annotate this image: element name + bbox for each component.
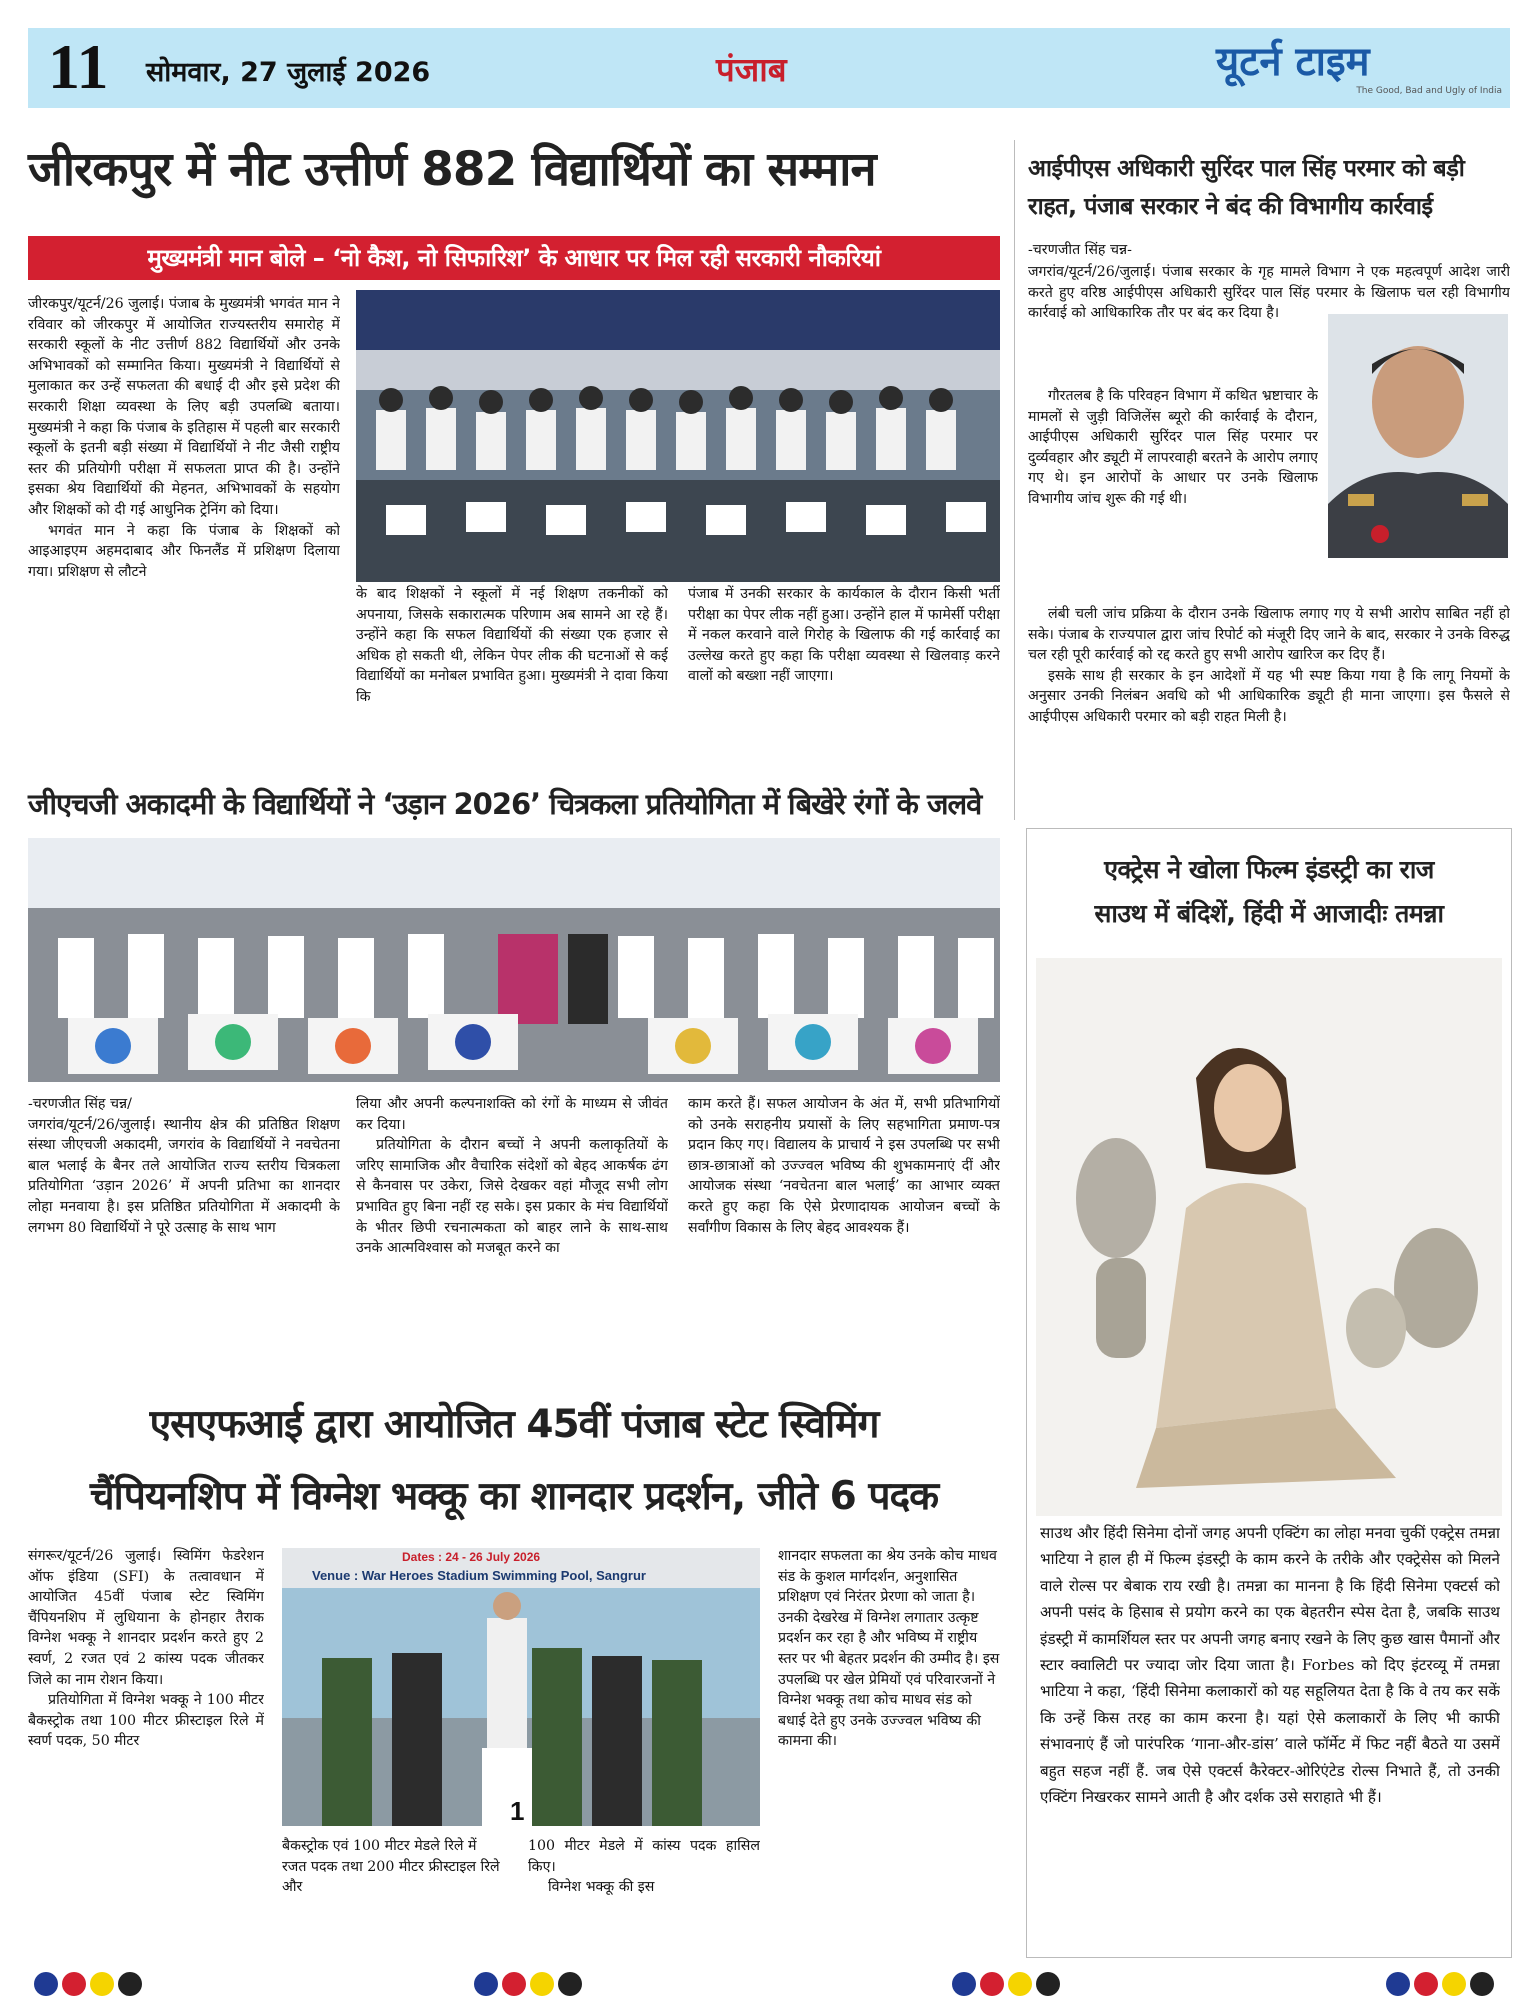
color-registration-dots-4 <box>1386 1972 1494 1996</box>
story3-column-3: काम करते हैं। सफल आयोजन के अंत में, सभी प्रतिभागियों को उनके सराहनीय प्रयासों के लिए सहभागिता प्रमाण-पत्र प्रदान किए गए। विद्यालय के प्राचार्य ने इस उपलब्धि पर सभी छात्र-छात्राओं को उज्ज्वल भविष्य की शुभकामनाएं दीं और आयोजक संस्था ‘नवचेतना बाल भलाई’ का आभार व्यक्त करते हुए कहा कि ऐसे प्रेरणादायक आयोजन बच्चों के सर्वांगीण विकास के लिए बेहद आवश्यक हैं। <box>688 1096 1000 1236</box>
swimming-podium-photo <box>282 1548 760 1826</box>
story3-byline: -चरणजीत सिंह चन्न/ <box>28 1096 132 1112</box>
logo-tagline: The Good, Bad and Ugly of India <box>1356 86 1502 96</box>
story4-body: साउथ और हिंदी सिनेमा दोनों जगह अपनी एक्टिंग का लोहा मनवा चुकीं एक्ट्रेस तमन्ना भाटिया ने हाल ही में फिल्म इंडस्ट्री के काम करने के तरीके और एक्ट्रेसेस को मिलने वाले रोल्स पर बेबाक राय रखी है। तमन्ना का मानना है कि हिंदी सिनेमा एक्टर्स को अपनी पसंद के हिसाब से प्रयोग करने का एक बेहतरीन स्पेस देता है, जबकि साउथ इंडस्ट्री में कामर्शियल स्तर पर अपनी जगह बनाए रखने के लिए कुछ खास पैमानों और स्टार क्वालिटी पर ज्यादा जोर दिया जाता है। Forbes को दिए इंटरव्यू में तमन्ना भाटिया ने कहा, ‘हिंदी सिनेमा कलाकारों को यह सहूलियत देता है कि वे तय कर सकें कि उन्हें किस तरह का काम करना है। यहां ऐसे कलाकारों के लिए भी काफी संभावनाएं हैं जो पारंपरिक ‘गाना-और-डांस’ वाले फॉर्मेट में फिट नहीं बैठते या उसमें बहुत सहज नहीं हैं. जब ऐसे एक्टर्स कैरेक्टर-ओरिएंटेड रोल्स निभाते हैं, तो उनकी एक्टिंग निखरकर सामने आती है और दर्शक उसे सराहाते भी हैं। <box>1040 1524 1500 1807</box>
story3-column-1 <box>28 1094 340 1364</box>
story2-body-wrap <box>1028 386 1318 564</box>
story3-headline: जीएचजी अकादमी के विद्यार्थियों ने ‘उड़ान 2026’ चित्रकला प्रतियोगिता में बिखेरे रंगों के जलवे <box>28 787 982 821</box>
story2-headline-line-1: आईपीएस अधिकारी सुरिंदर पाल सिंह परमार को बड़ी <box>1028 154 1465 182</box>
column-divider <box>1014 140 1015 820</box>
story5-col3-para-1: 100 मीटर मेडले में कांस्य पदक हासिल किए। <box>528 1838 760 1875</box>
section-name: पंजाब <box>716 50 787 89</box>
issue-date: सोमवार, 27 जुलाई 2026 <box>146 57 431 88</box>
story1-column-2: के बाद शिक्षकों ने स्कूलों में नई शिक्षण तकनीकों को अपनाया, जिसके सकारात्मक परिणाम अब सामने आ रहे हैं। उन्होंने कहा कि सफल विद्यार्थियों की संख्या एक हजार से अधिक हो सकती थी, लेकिन पेपर लीक की घटनाओं से कई विद्यार्थियों का मनोबल प्रभावित हुआ। मुख्यमंत्री ने दावा किया कि <box>356 586 668 705</box>
story1-subhead: मुख्यमंत्री मान बोले – ‘नो कैश, नो सिफारिश’ के आधार पर मिल रही सरकारी नौकरियां <box>147 244 881 272</box>
story3-column-2 <box>356 1094 668 1364</box>
color-registration-dots-1 <box>34 1972 142 1996</box>
story2-body-lower <box>1028 604 1510 804</box>
story5-column-2: बैकस्ट्रोक एवं 100 मीटर मेडले रिले में रजत पदक तथा 200 मीटर फ्रीस्टाइल रिले और <box>282 1838 500 1896</box>
story5-column-1 <box>28 1546 264 1966</box>
story5-column-4: शानदार सफलता का श्रेय उनके कोच माधव संड के कुशल मार्गदर्शन, अनुशासित प्रशिक्षण एवं निरंतर प्रेरणा को जाता है। उनकी देखरेख में विग्नेश लगातार उत्कृष्ट प्रदर्शन कर रहा है और भविष्य में राष्ट्रीय स्तर पर भी बेहतर प्रदर्शन की उम्मीद है। इस उपलब्धि पर खेल प्रेमियों एवं परिवारजनों ने विग्नेश भक्कू तथा कोच माधव संड को बधाई देते हुए उनके उज्ज्वल भविष्य की कामना की। <box>778 1548 1000 1750</box>
story5-headline-line-1: एसएफआई द्वारा आयोजित 45वीं पंजाब स्टेट स्विमिंग <box>149 1402 879 1447</box>
story3-col2-para-1: लिया और अपनी कल्पनाशक्ति को रंगों के माध्यम से जीवंत कर दिया। <box>356 1096 668 1133</box>
neet-ceremony-photo <box>356 290 1000 582</box>
story5-column-3 <box>528 1836 760 1956</box>
color-registration-dots-2 <box>474 1972 582 1996</box>
story2-para-1: जगरांव/यूटर्न/26/जुलाई। पंजाब सरकार के गृह मामले विभाग ने एक महत्वपूर्ण आदेश जारी करते हुए वरिष्ठ आईपीएस अधिकारी सुरिंदर पाल सिंह परमार के खिलाफ चल रही विभागीय कार्रवाई को आधिकारिक तौर पर बंद कर दिया है। <box>1028 264 1510 322</box>
photo-banner-dates: Dates : 24 - 26 July 2026 <box>402 1550 541 1564</box>
story2-headline-line-2: राहत, पंजाब सरकार ने बंद की विभागीय कार्रवाई <box>1028 192 1433 220</box>
actress-photo <box>1036 958 1502 1516</box>
story2-para-2: गौरतलब है कि परिवहन विभाग में कथित भ्रष्टाचार के मामलों से जुड़ी विजिलेंस ब्यूरो की कार्रवाई के दौरान, आईपीएस अधिकारी सुरिंदर पाल सिंह परमार पर दुर्व्यवहार और ड्यूटी में लापरवाही बरतने के आरोप लगाए गए थे। इन आरोपों के आधार पर उनके खिलाफ विभागीय जांच शुरू की गई थी। <box>1028 388 1318 507</box>
newspaper-logo <box>1216 38 1502 100</box>
story3-col1-para: जगरांव/यूटर्न/26/जुलाई। स्थानीय क्षेत्र की प्रतिष्ठित शिक्षण संस्था जीएचजी अकादमी, जगरांव के विद्यार्थियों ने नवचेतना बाल भलाई के बैनर तले आयोजित राज्य स्तरीय चित्रकला प्रतियोगिता ‘उड़ान 2026’ में अपनी प्रतिभा का शानदार लोहा मनवाया है। इस प्रतिष्ठित प्रतियोगिता में अकादमी के लगभग 80 विद्यार्थियों ने पूरे उत्साह के साथ भाग <box>28 1116 340 1236</box>
story4-headline-line-2: साउथ में बंदिशें, हिंदी में आजादीः तमन्ना <box>1094 899 1444 928</box>
painting-competition-photo <box>28 838 1000 1082</box>
story2-byline: -चरणजीत सिंह चन्न- <box>1028 242 1132 258</box>
story5-col3-para-2: विग्नेश भक्कू की इस <box>548 1879 655 1896</box>
story2-para-4: इसके साथ ही सरकार के इन आदेशों में यह भी स्पष्ट किया गया है कि लागू नियमों के अनुसार उनकी निलंबन अवधि को भी आधिकारिक ड्यूटी ही माना जाएगा। इस फैसले से आईपीएस अधिकारी परमार को बड़ी राहत मिली है। <box>1028 667 1510 725</box>
story5-col1-para-2: प्रतियोगिता में विग्नेश भक्कू ने 100 मीटर बैकस्ट्रोक तथा 100 मीटर फ्रीस्टाइल रिले में स्वर्ण पदक, 50 मीटर <box>28 1692 264 1750</box>
story1-col1-para-2: भगवंत मान ने कहा कि पंजाब के शिक्षकों को आइआइएम अहमदाबाद और फिनलैंड में प्रशिक्षण दिलाया गया। प्रशिक्षण से लौटने <box>28 522 340 580</box>
photo-banner-venue: Venue : War Heroes Stadium Swimming Pool, Sangrur <box>312 1568 646 1583</box>
story3-col2-para-2: प्रतियोगिता के दौरान बच्चों ने अपनी कलाकृतियों के जरिए सामाजिक और वैचारिक संदेशों को बेहद आकर्षक ढंग से कैनवास पर उकेरा, जिसे देखकर वहां मौजूद सभी लोग प्रभावित हुए बिना नहीं रह सके। इस प्रकार के मंच विद्यार्थियों के भीतर छिपी रचनात्मकता को बाहर लाने के साथ-साथ उनके आत्मविश्वास को मजबूत करने का <box>356 1137 668 1257</box>
story5-headline-line-2: चैंपियनशिप में विग्नेश भक्कू का शानदार प्रदर्शन, जीते 6 पदक <box>89 1474 939 1519</box>
story1-column-1 <box>28 294 340 764</box>
story1-headline: जीरकपुर में नीट उत्तीर्ण 882 विद्यार्थियों का सम्मान <box>28 142 876 197</box>
color-registration-dots-3 <box>952 1972 1060 1996</box>
story1-col1-para-1: जीरकपुर/यूटर्न/26 जुलाई। पंजाब के मुख्यमंत्री भगवंत मान ने रविवार को जीरकपुर में आयोजित राज्यस्तरीय समारोह में सरकारी स्कूलों के नीट उत्तीर्ण 882 विद्यार्थियों और उनके अभिभावकों को सम्मानित किया। मुख्यमंत्री ने विद्यार्थियों से मुलाकात कर उन्हें सफलता की बधाई दी और इसे प्रदेश की सरकारी शिक्षा व्यवस्था के लिए बड़ी उपलब्धि बताया। मुख्यमंत्री ने कहा कि पंजाब के इतिहास में पहली बार सरकारी स्कूलों के इतनी बड़ी संख्या में विद्यार्थियों ने नीट जैसी राष्ट्रीय स्तर की प्रतियोगी परीक्षा में सफलता प्राप्त की है। उन्होंने इसका श्रेय विद्यार्थियों की मेहनत, अभिभावकों के सहयोग और शिक्षकों को दी गई आधुनिक ट्रेनिंग को दिया। <box>28 296 340 518</box>
story4-headline-line-1: एक्ट्रेस ने खोला फिल्म इंडस्ट्री का राज <box>1104 855 1434 884</box>
story2-para-3: लंबी चली जांच प्रक्रिया के दौरान उनके खिलाफ लगाए गए ये सभी आरोप साबित नहीं हो सके। पंजाब के राज्यपाल द्वारा जांच रिपोर्ट को मंजूरी दिए जाने के बाद, सरकार ने उनके विरुद्ध चल रही पूरी कार्रवाई को रद्द करते हुए सभी आरोप खारिज कर दिए हैं। <box>1028 606 1510 664</box>
logo-text: यूटर्न टाइम <box>1216 39 1370 85</box>
podium-number: 1 <box>510 1796 525 1826</box>
story5-col1-para-1: संगरूर/यूटर्न/26 जुलाई। स्विमिंग फेडरेशन ऑफ इंडिया (SFI) के तत्वावधान में आयोजित 45वीं पंजाब स्टेट स्विमिंग चैंपियनशिप में लुधियाना के होनहार तैराक विग्नेश भक्कू ने शानदार प्रदर्शन करते हुए 2 स्वर्ण, 2 रजत एवं 2 कांस्य पदक जीतकर जिले का नाम रोशन किया। <box>28 1548 264 1688</box>
story1-column-3: पंजाब में उनकी सरकार के कार्यकाल के दौरान किसी भर्ती परीक्षा का पेपर लीक नहीं हुआ। उन्होंने हाल में फामेर्सी परीक्षा में नकल करवाने वाले गिरोह के खिलाफ की गई कार्रवाई का उल्लेख करते हुए कहा कि परीक्षा व्यवस्था से खिलवाड़ करने वालों को बख्शा नहीं जाएगा। <box>688 586 1000 685</box>
page-number: 11 <box>48 31 109 102</box>
